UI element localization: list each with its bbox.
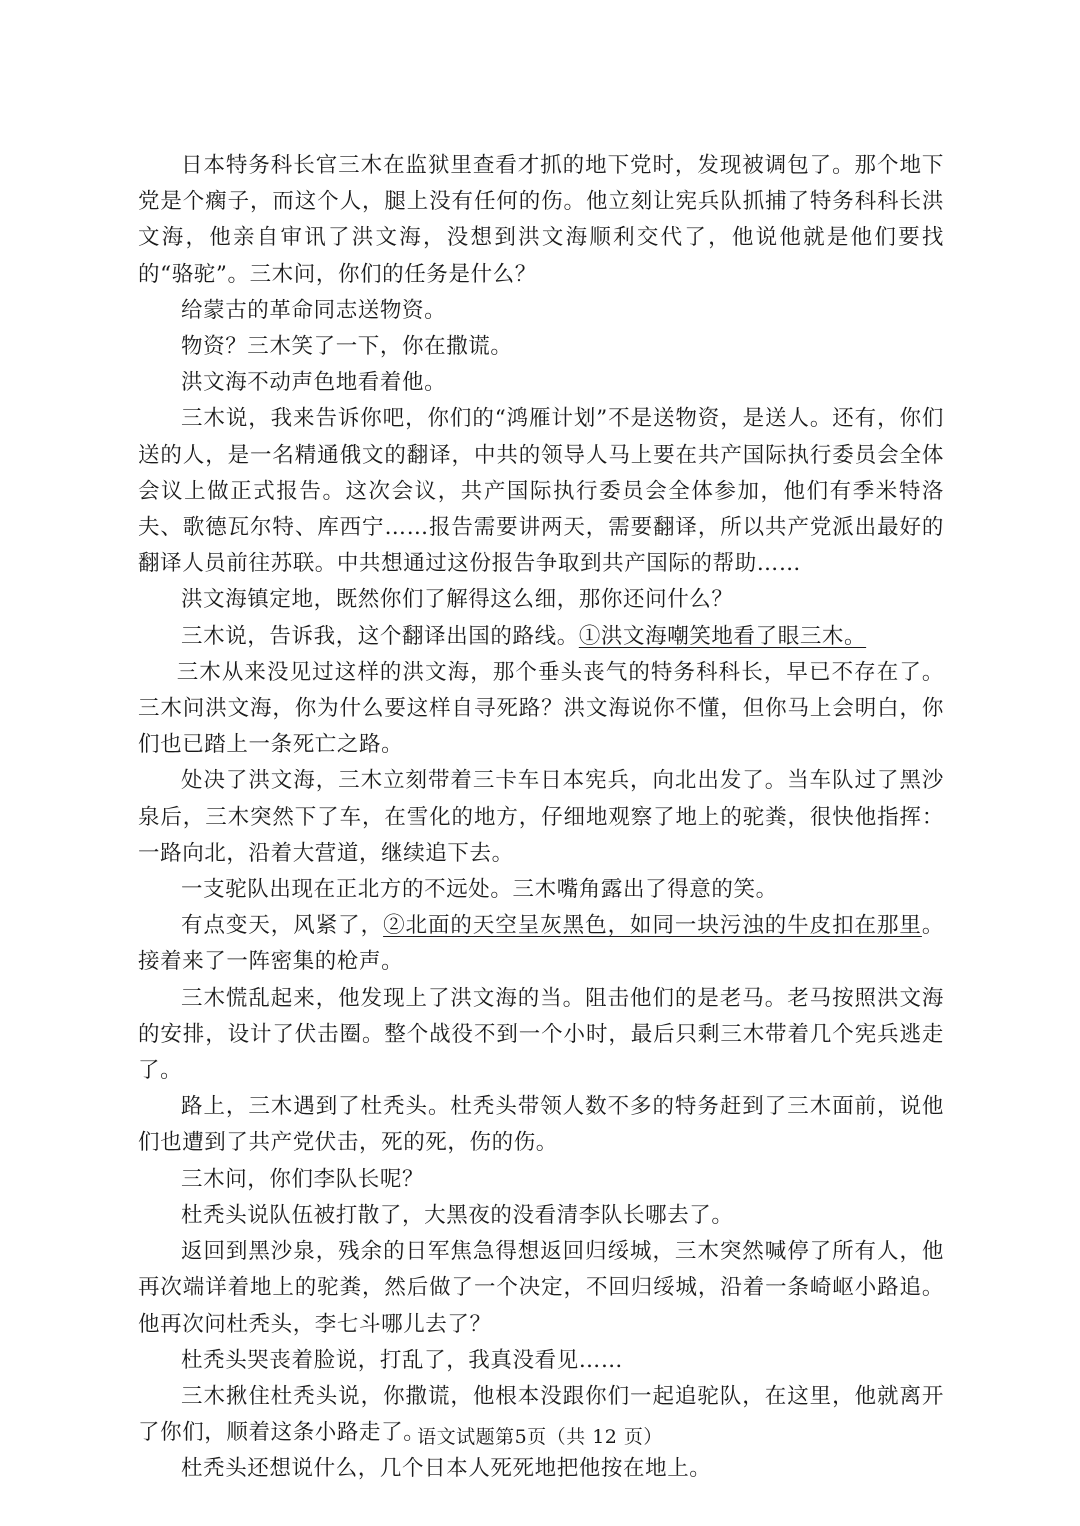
paragraph-17: 杜秃头哭丧着脸说，打乱了，我真没看见…… xyxy=(181,1347,624,1373)
paragraph-6: 洪文海镇定地，既然你们了解得这么细，那你还问什么？ xyxy=(181,587,734,613)
paragraph-10: 一支驼队出现在正北方的不远处。三木嘴角露出了得意的笑。 xyxy=(181,877,778,903)
paragraph-19: 杜秃头还想说什么，几个日本人死死地把他按在地上。 xyxy=(181,1456,712,1482)
reading-passage xyxy=(138,148,944,1488)
paragraph-11 xyxy=(138,908,944,980)
paragraph-2: 给蒙古的革命同志送物资。 xyxy=(181,297,447,323)
paragraph-5: 三木说，我来告诉你吧，你们的“鸿雁计划”不是送物资，是送人。还有，你们送的人，是一名精通俄文的翻译，中共的领导人马上要在共产国际执行委员会全体会议上做正式报告。这次会议，共产国际执行委员会全体参加，他们有季米特洛夫、歌德瓦尔特、库西宁……报告需要讲两天，需要翻译，所以共产党派出最好的翻译人员前往苏联。中共想通过这份报告争取到共产国际的帮助…… xyxy=(138,406,944,577)
underlined-sentence-2: ②北面的天空呈灰黑色，如同一块污浊的牛皮扣在那里 xyxy=(383,913,922,939)
paragraph-4: 洪文海不动声色地看着他。 xyxy=(181,370,447,396)
paragraph-3: 物资？三木笑了一下，你在撒谎。 xyxy=(181,334,513,360)
paragraph-8: 三木从来没见过这样的洪文海，那个垂头丧气的特务科科长，早已不存在了。三木问洪文海，你为什么要这样自寻死路？洪文海说你不懂，但你马上会明白，你们也已踏上一条死亡之路。 xyxy=(138,659,944,758)
paragraph-14: 三木问，你们李队长呢？ xyxy=(181,1166,425,1192)
paragraph-11-tail: 。接着来了一阵密集的枪声。 xyxy=(138,913,944,975)
paragraph-12: 三木慌乱起来，他发现上了洪文海的当。阻击他们的是老马。老马按照洪文海的安排，设计了伏击圈。整个战役不到一个小时，最后只剩三木带着几个宪兵逃走了。 xyxy=(138,985,944,1084)
underlined-sentence-1: ①洪文海嘲笑地看了眼三木。 xyxy=(578,623,867,649)
paragraph-7-text: 三木说，告诉我，这个翻译出国的路线。 xyxy=(181,623,579,649)
page-footer: 语文试题第5页（共 12 页） xyxy=(417,1426,663,1448)
paragraph-7 xyxy=(138,619,944,655)
paragraph-16: 返回到黑沙泉，残余的日军焦急得想返回归绥城，三木突然喊停了所有人，他再次端详着地上的驼粪，然后做了一个决定，不回归绥城，沿着一条崎岖小路追。他再次问杜秃头，李七斗哪儿去了？ xyxy=(138,1239,944,1337)
paragraph-18: 三木揪住杜秃头说，你撒谎，他根本没跟你们一起追驼队，在这里，他就离开了你们，顺着这条小路走了。 xyxy=(138,1383,944,1446)
paragraph-1: 日本特务科长官三木在监狱里查看才抓的地下党时，发现被调包了。那个地下党是个瘸子，而这个人，腿上没有任何的伤。他立刻让宪兵队抓捕了特务科科长洪文海，他亲自审讯了洪文海，没想到洪文海顺利交代了，他说他就是他们要找的“骆驼”。三木问，你们的任务是什么？ xyxy=(138,153,944,287)
paragraph-13: 路上，三木遇到了杜秃头。杜秃头带领人数不多的特务赶到了三木面前，说他们也遭到了共产党伏击，死的死，伤的伤。 xyxy=(138,1094,944,1156)
paragraph-9: 处决了洪文海，三木立刻带着三卡车日本宪兵，向北出发了。当车队过了黑沙泉后，三木突然下了车，在雪化的地方，仔细地观察了地上的驼粪，很快他指挥：一路向北，沿着大营道，继续追下去。 xyxy=(138,768,944,866)
paragraph-11-text: 有点变天，风紧了， xyxy=(181,913,384,939)
paragraph-15: 杜秃头说队伍被打散了，大黑夜的没看清李队长哪去了。 xyxy=(181,1202,734,1228)
